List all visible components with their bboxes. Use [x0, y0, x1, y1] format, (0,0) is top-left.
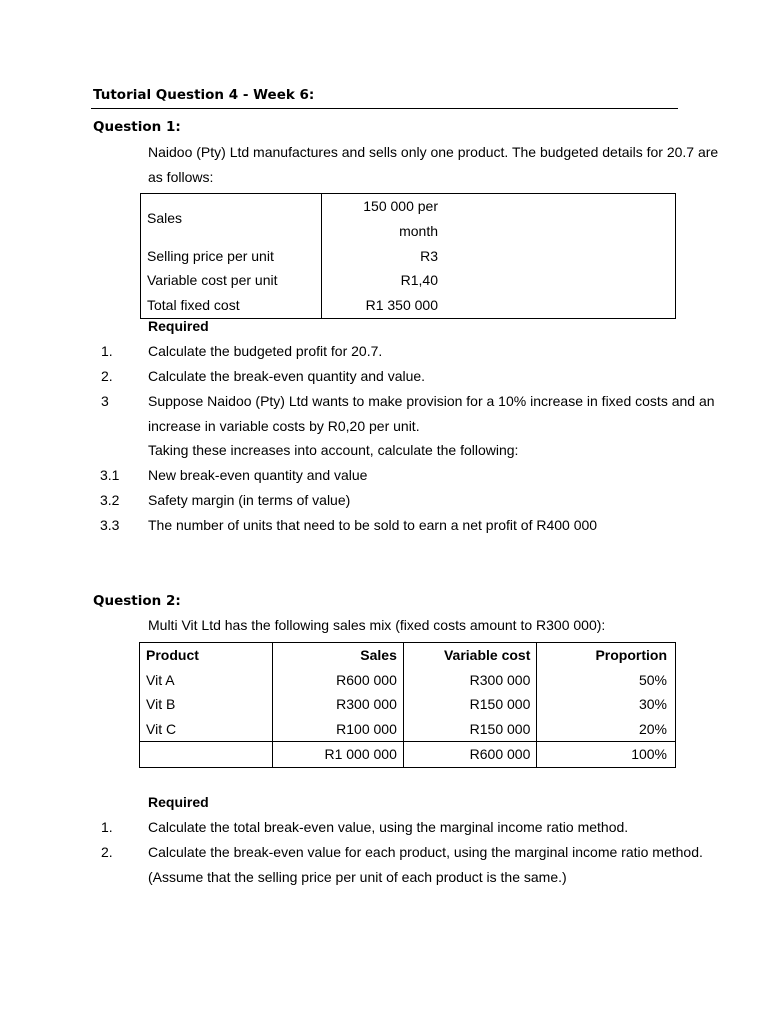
item-text: Calculate the break-even value for each product, using the marginal income ratio method. [148, 844, 703, 860]
item-number: 3.3 [100, 517, 120, 533]
table-cell-value: R1,40 [400, 272, 438, 289]
item-number: 1. [101, 343, 113, 359]
question-2-required-label: Required [148, 794, 209, 810]
table-row [141, 268, 676, 293]
table-cell: Vit C [140, 717, 273, 742]
table-cell: Vit B [140, 692, 273, 717]
table-cell-label: Variable cost per unit [141, 268, 322, 293]
table-cell: 30% [638, 696, 667, 713]
table-total-row [140, 742, 676, 768]
table-cell: R100 000 [273, 717, 403, 742]
item-text: increase in variable costs by R0,20 per unit. [148, 418, 420, 434]
table-row [140, 692, 676, 717]
table-cell-label: Sales [141, 194, 322, 244]
item-text: Suppose Naidoo (Pty) Ltd wants to make provision for a 10% increase in fixed costs and an [148, 393, 715, 409]
table-cell-value: R1 350 000 [365, 297, 438, 313]
table-cell-empty [438, 268, 676, 293]
table-cell-value: R3 [420, 247, 438, 264]
column-header: Variable cost [403, 643, 537, 668]
title-underline [91, 108, 678, 109]
item-number: 3 [101, 393, 109, 409]
table-row [141, 293, 676, 318]
question-2-intro: Multi Vit Ltd has the following sales mix (fixed costs amount to R300 000): [148, 617, 606, 633]
item-number: 1. [101, 819, 113, 835]
item-number: 3.2 [100, 492, 120, 508]
table-cell: R600 000 [403, 742, 537, 768]
item-text: Taking these increases into account, calculate the following: [148, 442, 519, 458]
table-header-row [140, 643, 676, 668]
table-cell: 20% [638, 720, 667, 737]
table-cell-label: Total fixed cost [141, 293, 322, 318]
table-cell: R150 000 [403, 692, 537, 717]
question-1-required-label: Required [148, 318, 209, 334]
question-2-heading: Question 2: [93, 593, 181, 609]
table-cell-empty [438, 194, 676, 244]
budget-details-table [140, 193, 676, 319]
item-number: 2. [101, 844, 113, 860]
table-cell: R600 000 [273, 668, 403, 693]
document-title: Tutorial Question 4 - Week 6: [93, 87, 315, 103]
table-row [141, 194, 676, 244]
item-text: Safety margin (in terms of value) [148, 492, 351, 508]
table-cell [140, 742, 273, 768]
item-text: Calculate the total break-even value, using the marginal income ratio method. [148, 819, 629, 835]
sales-mix-table [139, 642, 676, 768]
column-header: Proportion [595, 647, 667, 663]
table-cell-label: Selling price per unit [141, 244, 322, 269]
table-cell: R300 000 [273, 692, 403, 717]
item-number: 2. [101, 368, 113, 384]
table-cell: R300 000 [403, 668, 537, 693]
item-text: (Assume that the selling price per unit of each product is the same.) [148, 869, 567, 885]
table-row [140, 717, 676, 742]
column-header: Product [140, 643, 273, 668]
table-cell: R150 000 [403, 717, 537, 742]
question-1-intro [148, 140, 718, 190]
table-row [140, 668, 676, 693]
question-1-intro-line-2: as follows: [148, 169, 214, 185]
question-1-heading: Question 1: [93, 119, 181, 135]
item-number: 3.1 [100, 467, 120, 483]
item-text: Calculate the break-even quantity and value. [148, 368, 426, 384]
table-cell: 50% [638, 671, 667, 688]
column-header: Sales [273, 643, 403, 668]
table-cell: R1 000 000 [273, 742, 403, 768]
question-1-intro-line-1: Naidoo (Pty) Ltd manufactures and sells only one product. The budgeted details for 20.7 are [148, 144, 719, 160]
table-cell: 100% [537, 742, 676, 768]
item-text: Calculate the budgeted profit for 20.7. [148, 343, 383, 359]
item-text: New break-even quantity and value [148, 467, 368, 483]
item-text: The number of units that need to be sold to earn a net profit of R400 000 [148, 517, 598, 533]
table-cell-empty [438, 293, 676, 318]
table-cell-empty [438, 244, 676, 269]
table-cell-value: 150 000 per month [363, 198, 438, 239]
table-cell: Vit A [140, 668, 273, 693]
table-row [141, 244, 676, 269]
